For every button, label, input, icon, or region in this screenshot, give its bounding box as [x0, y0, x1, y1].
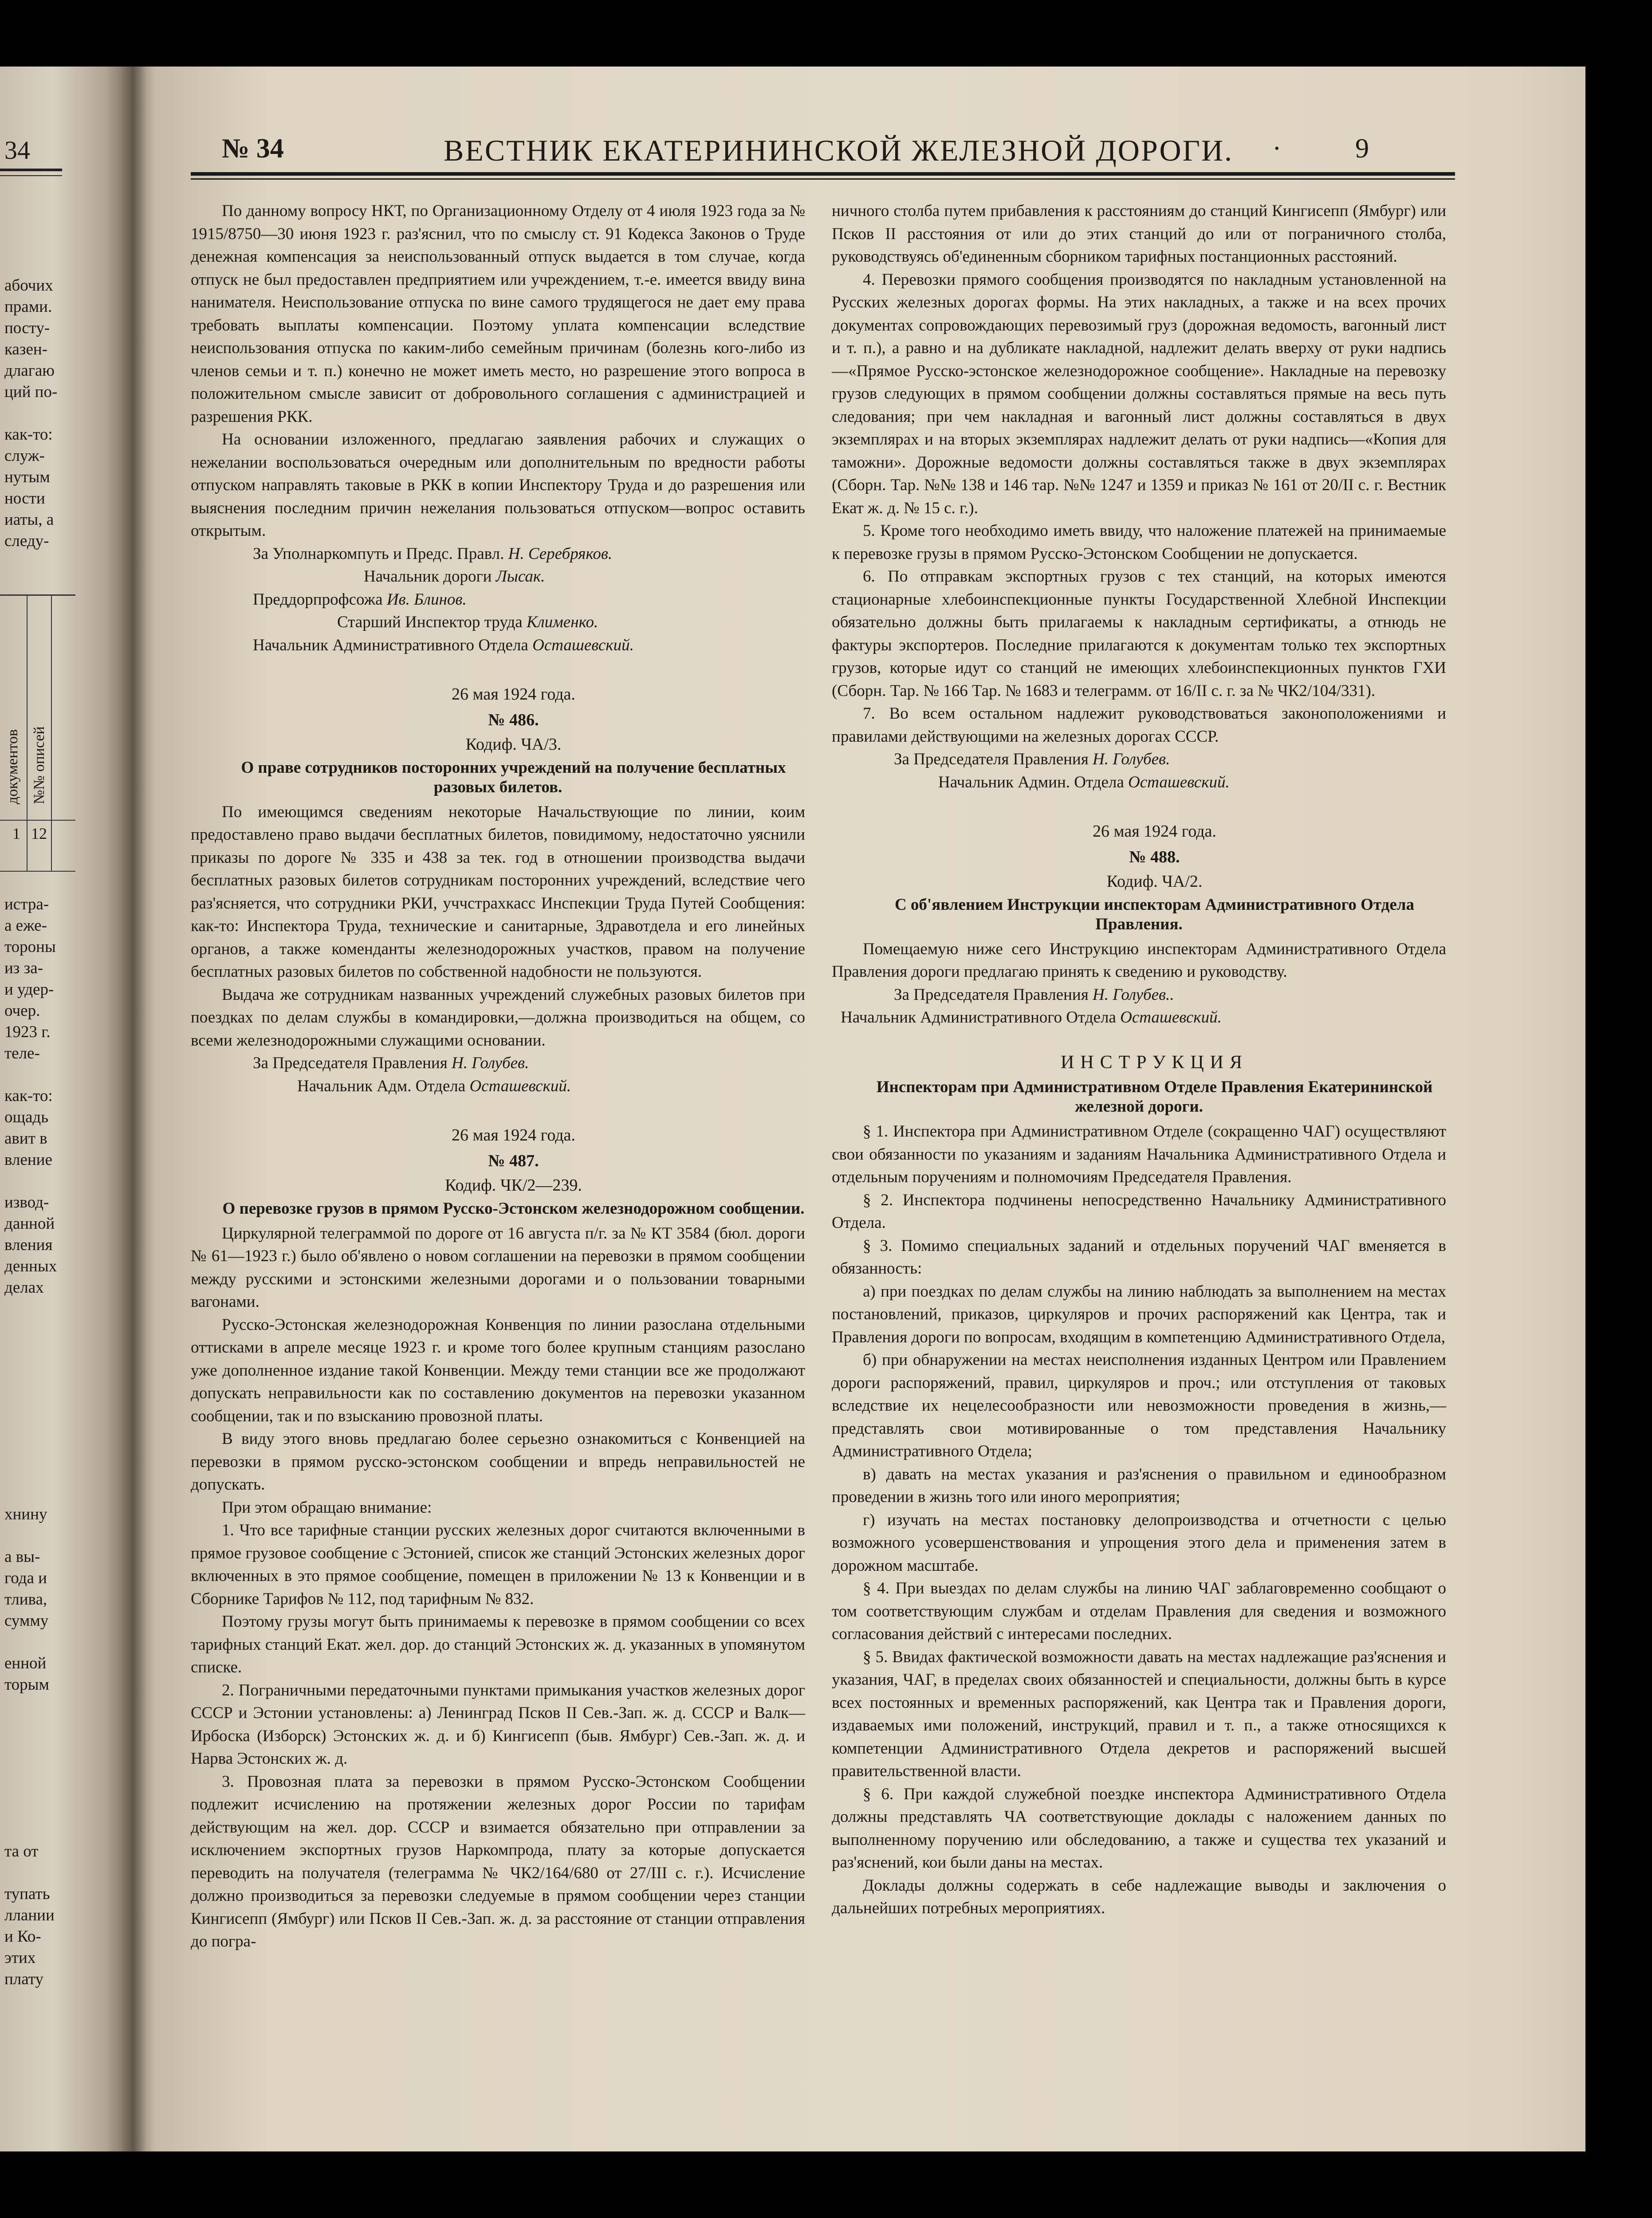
prev-text-fragment: вление	[4, 1151, 52, 1169]
prev-text-fragment: тупать	[4, 1885, 50, 1903]
order-heading: О праве сотрудников посторонних учреждений на получение бесплатных разовых билетов.	[241, 758, 786, 796]
signature-line: Преддорпрофсожа Ив. Блинов.	[253, 590, 467, 609]
prev-text-fragment: из за-	[4, 959, 43, 977]
paragraph: 3. Провозная плата за перевозки в прямом Русско-Эстонском Сообщении подлежит исчислению на протяжении железных дорог России по тарифам действующим на жел. дор. СССР и взимается обязательно при отправлении за исключением экспортных грузов Наркомпрода, плату за которые допускается переводить на получателя (телеграмма № ЧК2/164/680 от 27/III с. г.). Исчисление должно производиться за перевозки следуемые в прямом сообщении через станции Кингисепп (Ямбург) или Псков II Сев.-Зап. ж. д. за расстояние от станции отправления до погра-	[191, 1772, 805, 1951]
paragraph: Русско-Эстонская железнодорожная Конвенция по линии разослана отдельными оттисками в апреле месяце 1923 г. и кроме того более крупным станциям разослано уже дополненное издание такой Конвенции. Между теми станции все же продолжают допускать неправильности как по составлению документов на перевозки указанном сообщении, так и по взысканию провозной платы.	[191, 1315, 805, 1425]
prev-text-fragment: делах	[4, 1278, 44, 1297]
prev-text-fragment: следу-	[4, 532, 49, 550]
prev-table-header: документов	[4, 729, 21, 804]
prev-text-fragment: 1923 г.	[4, 1023, 51, 1041]
prev-text-fragment: торым	[4, 1675, 49, 1694]
prev-text-fragment: тлива,	[4, 1590, 47, 1608]
prev-text-fragment: служ-	[4, 447, 45, 465]
paragraph: § 5. Ввидах фактической возможности давать на местах надлежащие раз'яснения и указания, ЧАГ, в пределах своих обязанностей и специальности, должны быть в курсе всех постоянных и временных распоряжений, как Центра так и Правления дороги, издаваемых ими положений, инструкций, правил и т. п., а также относящихся к компетенции Административного Отдела декретов и распоряжений высшей правительственной власти.	[832, 1648, 1446, 1780]
prev-text-fragment: и удер-	[4, 980, 54, 999]
order-date: 26 мая 1924 года.	[452, 1126, 575, 1144]
signature-line: Начальник Адм. Отдела Осташевский.	[297, 1077, 571, 1095]
signature-line: Старший Инспектор труда Клименко.	[337, 613, 598, 631]
prev-text-fragment: извод-	[4, 1193, 49, 1211]
header-rule-thin	[191, 178, 1455, 180]
prev-text-fragment: очер.	[4, 1002, 40, 1020]
paragraph: б) при обнаружении на местах неисполнения изданных Центром или Правлением дороги распоряжений, правил, циркуляров и проч.; или отступления от таковых вследствие их нецелесообразности или невозможности проведения в жизнь,—представлять свои мотивированные о том представления Начальнику Административного Отдела;	[832, 1351, 1446, 1460]
prev-text-fragment: казен-	[4, 340, 47, 358]
prev-text-fragment: и Ко-	[4, 1927, 41, 1946]
paragraph: По имеющимся сведениям некоторые Начальствующие по линии, коим предоставлено право выдачи бесплатных билетов, повидимому, недостаточно уяснили приказы по дороге № 335 и 438 за тек. год в отношении производства выдачи бесплатных разовых билетов сотрудникам посторонних учреждений, вследствие чего раз'ясняется, что сотрудники РКИ, уччстрахкасс Инспекции Труда Путей Сообщения: как-то: Инспектора Труда, технические и санитарные, Здравотдела и его линейных органов, а также коменданты железнодорожных участков, правом на получение бесплатных разовых билетов по собственной надобности не пользуются.	[191, 802, 805, 981]
journal-title: ВЕСТНИК ЕКАТЕРИНИНСКОЙ ЖЕЛЕЗНОЙ ДОРОГИ.	[444, 134, 1234, 167]
prev-text-fragment: нутым	[4, 468, 50, 486]
prev-text-fragment: плату	[4, 1970, 43, 1988]
prev-text-fragment: как-то:	[4, 425, 53, 444]
prev-text-fragment: сумму	[4, 1612, 49, 1630]
prev-text-fragment: ности	[4, 489, 45, 507]
running-header	[191, 133, 1455, 167]
page-nine	[191, 67, 1455, 2151]
prev-text-fragment: теле-	[4, 1044, 40, 1062]
prev-table-header: №№ описей	[31, 726, 47, 804]
order-codification: Кодиф. ЧК/2—239.	[445, 1176, 582, 1195]
signature-line: За Председателя Правления Н. Голубев.	[894, 750, 1170, 768]
prev-table-cell: 12	[31, 825, 47, 842]
paragraph: 2. Пограничными передаточными пунктами примыкания участков железных дорог СССР и Эстонии установлены: а) Ленинград Псков II Сев.-Зап. ж. д. СССР и Валк—Ирбоска (Изборск) Эстонских ж. д. и б) Кингисепп (быв. Ямбург) Сев.-Зап. ж. д. и Нарва Эстонских ж. д.	[191, 1681, 805, 1768]
right-column	[832, 200, 1446, 1920]
paragraph: § 2. Инспектора подчинены непосредственно Начальнику Административного Отдела.	[832, 1191, 1446, 1232]
prev-text-fragment: денных	[4, 1257, 57, 1275]
prev-text-fragment: истра-	[4, 895, 49, 913]
signature-line: За Уполнаркомпуть и Предс. Правл. Н. Серебряков.	[253, 544, 613, 563]
prev-table-divider	[51, 596, 52, 871]
order-date: 26 мая 1924 года.	[1093, 822, 1216, 841]
left-column	[191, 200, 805, 1953]
instruction-subtitle: Инспекторам при Административном Отделе Правления Екатерининской железной дороги.	[876, 1078, 1433, 1116]
signature-line: Начальник Админ. Отдела Осташевский.	[938, 773, 1230, 791]
paragraph: На основании изложенного, предлагаю заявления рабочих и служащих о нежелании воспользоваться очередным или дополнительным по вредности работы отпуском направлять таковые в РКК в копии Инспектору Труда и до разрешения или выяснения последним причин нежелания пользоваться отпуском—вопрос оставить открытым.	[191, 430, 805, 540]
paragraph: 4. Перевозки прямого сообщения производятся по накладным установленной на Русских железных дорогах формы. На этих накладных, а также и на всех прочих документах сопровождающих перевозимый груз (дорожная ведомость, вагонный лист и т. п.), а равно и на дубликате накладной, надлежит делать вверху от руки надпись—«Прямое Русско-эстонское железнодорожное сообщение». Накладные на перевозку грузов следующих в прямом сообщении должны составляться прямые на весь путь следования; при чем накладная и вагонный лист должны составляться в двух экземплярах и на вторых экземплярах надлежит делать от руки надпись—«Копия для таможни». Дорожные ведомости должны составляться также в двух экземплярах (Сборн. Тар. №№ 138 и 146 тар. №№ 1247 и 1359 и приказ № 161 от 20/II с. г. Вестник Екат ж. д. № 15 с. г.).	[832, 270, 1446, 517]
paragraph: 1. Что все тарифные станции русских железных дорог считаются включенными в прямое грузовое сообщение с Эстонией, список же станций Эстонских железных дорог включенных в это прямое сообщение, помещен в приложении № 13 к Конвенции и в Сборнике Тарифов № 112, под тарифным № 832.	[191, 1521, 805, 1608]
prev-text-fragment: ций по-	[4, 383, 58, 401]
prev-text-fragment: иаты, а	[4, 511, 54, 529]
prev-text-fragment: прами.	[4, 298, 52, 316]
paragraph: § 6. При каждой служебной поездке инспектора Административного Отдела должны представлять ЧА соответствующие доклады с наложением данных по выполненному поручению или обследованию, а также и существа тех указаний и раз'яснений, кои были даны на местах.	[832, 1785, 1446, 1872]
prev-text-fragment: ллании	[4, 1906, 55, 1924]
page-fold-shadow	[106, 67, 155, 2151]
prev-header-rule	[0, 169, 62, 171]
prev-text-fragment: посту-	[4, 319, 50, 337]
prev-text-fragment: хнину	[4, 1505, 47, 1523]
prev-text-fragment: тороны	[4, 938, 56, 956]
header-rule-thick	[191, 172, 1455, 176]
order-number: № 487.	[488, 1151, 539, 1170]
signature-line: Начальник Административного Отдела Осташевский.	[841, 1008, 1222, 1026]
prev-text-fragment: этих	[4, 1949, 36, 1967]
order-number: № 488.	[1129, 847, 1180, 866]
order-number: № 486.	[488, 710, 539, 729]
paragraph: § 1. Инспектора при Административном Отделе (сокращенно ЧАГ) осуществляют свои обязанности по указаниям и заданиям Начальника Административного Отдела и отдельным поручениям и полномочиям Председателя Правления.	[832, 1122, 1446, 1186]
prev-text-fragment: года и	[4, 1569, 47, 1587]
prev-text-fragment: а еже-	[4, 916, 47, 935]
signature-line: Начальник Административного Отдела Осташевский.	[253, 636, 634, 654]
prev-header-rule-thin	[0, 175, 62, 176]
paragraph: Выдача же сотрудникам названных учреждений служебных разовых билетов при поездках по делам службы в командировки,—должна производиться на общем, со всеми железнодорожными служащими основании.	[191, 985, 805, 1050]
paragraph: § 4. При выездах по делам службы на линию ЧАГ заблаговременно сообщают о том соответствующим службам и отделам Правления для сведения и возможного согласования действий с интересами последних.	[832, 1579, 1446, 1643]
order-heading: О перевозке грузов в прямом Русско-Эстонском железнодорожном сообщении.	[222, 1199, 805, 1218]
paragraph: 7. Во всем остальном надлежит руководствоваться законоположениями и правилами действующими на железных дорогах СССР.	[832, 704, 1446, 746]
order-codification: Кодиф. ЧА/3.	[465, 735, 562, 754]
paragraph: Циркулярной телеграммой по дороге от 16 августа п/г. за № КТ 3584 (бюл. дороги № 61—1923 г.) было об'явлено о новом соглашении на перевозки в прямом сообщении между русскими и эстонскими железными дорогами и о пользовании товарными вагонами.	[191, 1224, 805, 1311]
paragraph: При этом обращаю внимание:	[222, 1498, 432, 1517]
prev-text-fragment: ощадь	[4, 1108, 49, 1126]
prev-text-fragment: как-то:	[4, 1087, 53, 1105]
page-number: 9	[1355, 134, 1369, 164]
prev-text-fragment: длагаю	[4, 362, 55, 380]
order-codification: Кодиф. ЧА/2.	[1106, 872, 1203, 891]
order-date: 26 мая 1924 года.	[452, 685, 575, 704]
paragraph: г) изучать на местах постановку делопроизводства и отчетности с целью возможного усовершенствования и упрощения этого дела и применения затем в дорожном масштабе.	[832, 1510, 1446, 1575]
order-heading: С об'явлением Инструкции инспекторам Административного Отдела Правления.	[894, 895, 1415, 933]
prev-text-fragment: авит в	[4, 1129, 47, 1148]
prev-text-fragment: а вы-	[4, 1548, 40, 1566]
paragraph: Доклады должны содержать в себе надлежащие выводы и заключения о дальнейших потребных мероприятиях.	[832, 1876, 1446, 1917]
prev-page-number: 34	[4, 136, 30, 165]
paragraph: § 3. Помимо специальных заданий и отдельных поручений ЧАГ вменяется в обязанность:	[832, 1236, 1446, 1278]
prev-table-cell: 1	[12, 825, 20, 842]
paragraph: а) при поездках по делам службы на линию наблюдать за выполнением на местах постановлений, приказов, циркуляров и прочих распоряжений как Центра, так и Правления дороги по вопросам, входящим в компетенцию Административного Отдела,	[832, 1282, 1446, 1346]
instruction-title: ИНСТРУКЦИЯ	[1060, 1052, 1249, 1073]
signature-line: За Председателя Правления Н. Голубев.	[253, 1054, 529, 1072]
paragraph: 6. По отправкам экспортных грузов с тех станций, на которых имеются стационарные хлебоинспекционные пункты Государственной Хлебной Инспекции обязательно должны быть прилагаемы к накладным сертификаты, а отнюдь не фактуры экспортеров. Последние прилагаются к документам только тех экспортных грузов, которые идут со станций не имеющих хлебоинспекционных пунктов ГХИ (Сборн. Тар. № 166 Тар. № 1683 и телеграмм. от 16/II с. г. за № ЧК2/104/331).	[832, 567, 1446, 700]
signature-line: Начальник дороги Лысак.	[364, 567, 545, 586]
paragraph: Поэтому грузы могут быть принимаемы к перевозке в прямом сообщении со всех тарифных станций Екат. жел. дор. до станций Эстонских ж. д. указанных в упомянутом списке.	[191, 1612, 805, 1676]
prev-table-divider	[27, 596, 28, 871]
paragraph: По данному вопросу НКТ, по Организационному Отделу от 4 июля 1923 года за № 1915/8750—30 июня 1923 г. раз'яснил, что по смыслу ст. 91 Кодекса Законов о Труде денежная компенсация за неиспользованный отпуск выдается в том случае, когда отпуск не был предоставлен предприятием или учреждением, т.-е. имеется ввиду вина нанимателя. Неиспользование отпуска по вине самого трудящегося не дает ему права требовать выплаты компенсации. Поэтому уплата компенсации вследствие неиспользования отпуска по каким-либо семейным причинам (болезнь кого-либо из членов семьи и т. п.) конечно не может иметь место, но разрешение этого вопроса в положительном смысле зависит от добровольного соглашения с администрацией и разрешения РКК.	[191, 202, 805, 426]
previous-page-strip	[0, 67, 106, 2151]
paragraph: В виду этого вновь предлагаю более серьезно ознакомиться с Конвенцией на перевозки в прямом русско-эстонском сообщении и впредь неправильностей не допускать.	[191, 1430, 805, 1494]
paragraph: ничного столба путем прибавления к расстояниям до станций Кингисепп (Ямбург) или Псков II расстояния от или до этих станций до или от пограничного столба, руководствуясь об'единенным сборником тарифных постанционных расстояний.	[832, 202, 1446, 266]
issue-number: № 34	[222, 134, 284, 164]
prev-table-divider	[0, 820, 75, 821]
paragraph: в) давать на местах указания и раз'яснения о правильном и единообразном проведении в жизнь того или иного мероприятия;	[832, 1465, 1446, 1506]
prev-table	[0, 594, 75, 872]
signature-line: За Председателя Правления Н. Голубев..	[894, 985, 1174, 1004]
prev-text-fragment: данной	[4, 1215, 55, 1233]
paragraph: 5. Кроме того необходимо иметь ввиду, что наложение платежей на принимаемые к перевозке грузы в прямом Русско-Эстонском Сообщении не допускается.	[832, 522, 1446, 563]
prev-text-fragment: абочих	[4, 276, 53, 295]
prev-text-fragment: вления	[4, 1236, 53, 1254]
paragraph: Помещаемую ниже сего Инструкцию инспекторам Административного Отдела Правления дороги предлагаю принять к сведению и руководству.	[832, 940, 1446, 981]
prev-text-fragment: та от	[4, 1842, 39, 1860]
scanned-page	[0, 67, 1585, 2151]
prev-text-fragment: енной	[4, 1654, 47, 1672]
header-dot: ·	[1272, 134, 1282, 164]
